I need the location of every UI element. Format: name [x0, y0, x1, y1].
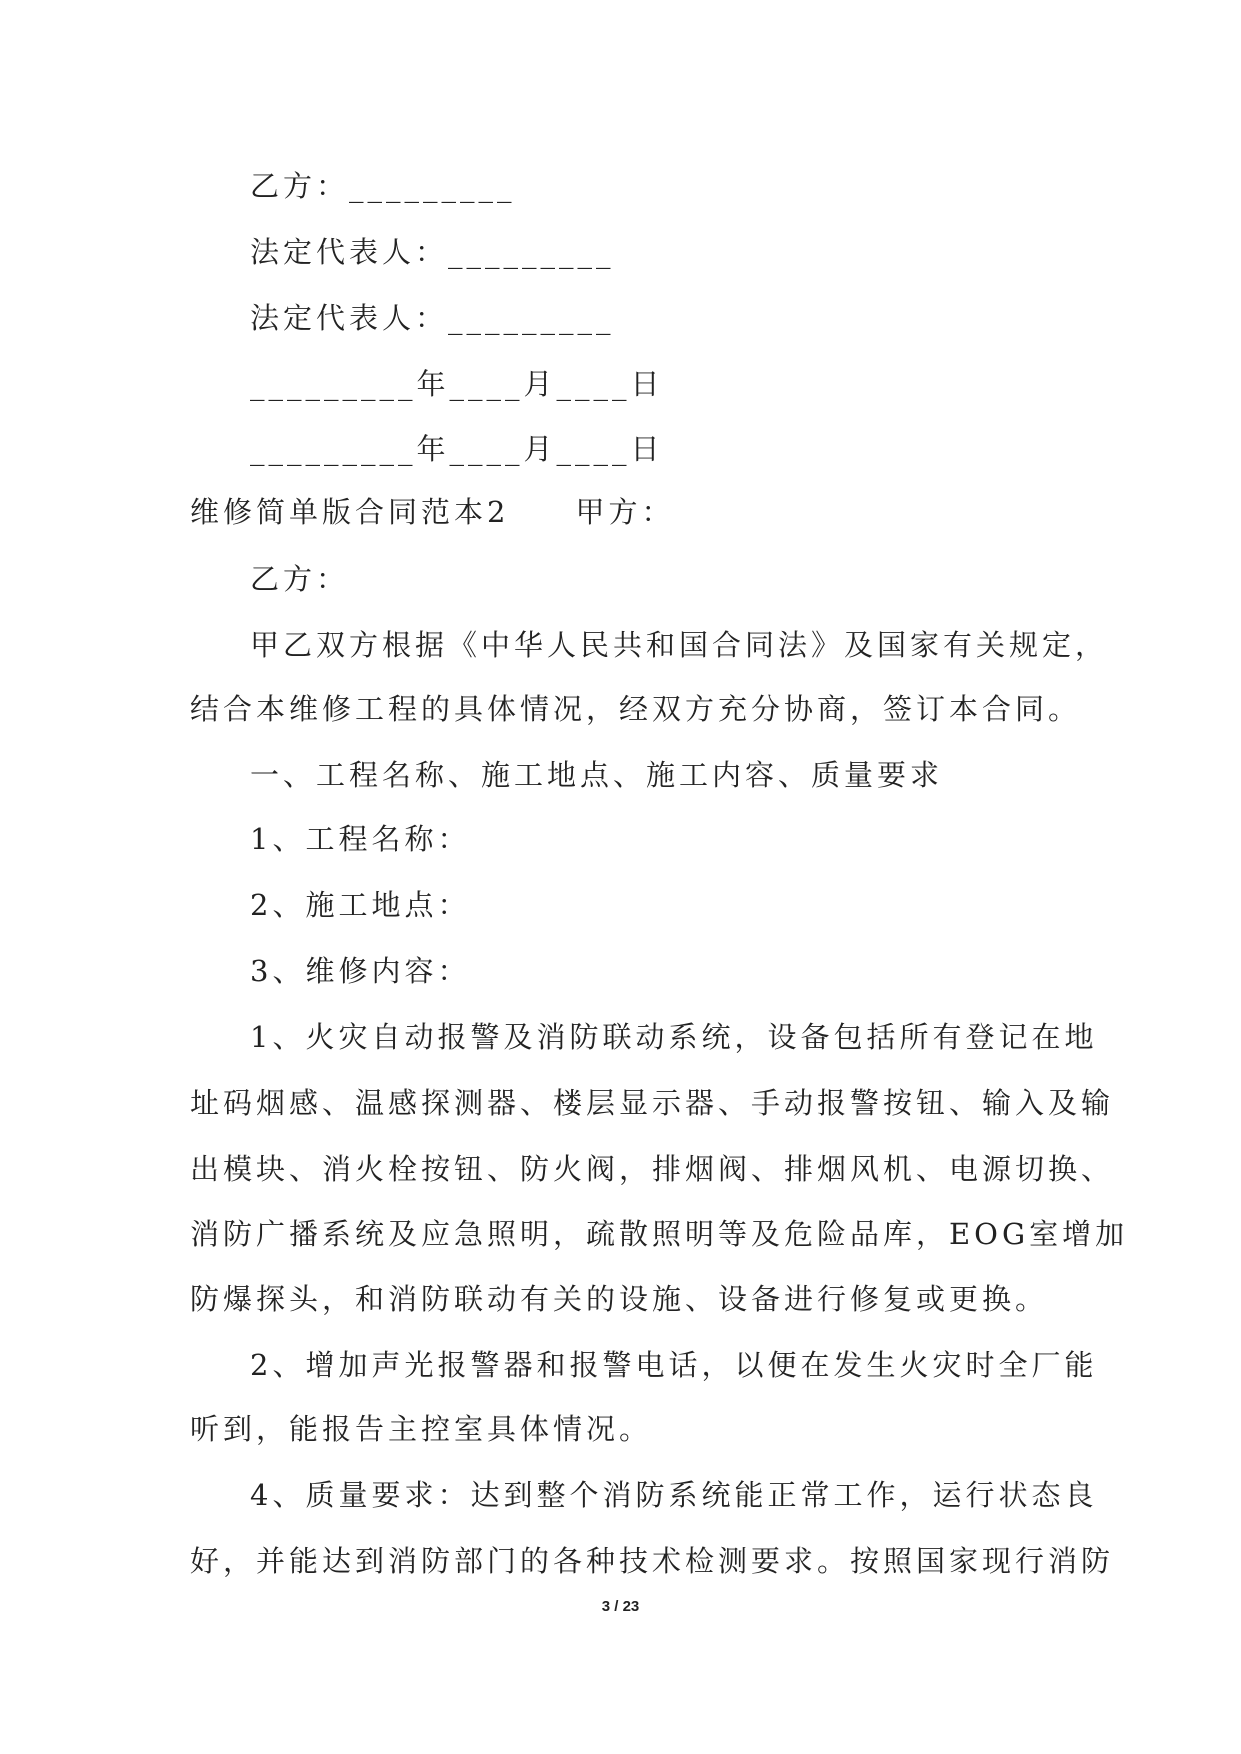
page-number: 3 / 23 — [601, 1598, 640, 1615]
paragraph-line: 消防广播系统及应急照明，疏散照明等及危险品库，EOG室增加 — [190, 1217, 1129, 1251]
paragraph-line: 结合本维修工程的具体情况，经双方充分协商，签订本合同。 — [190, 692, 1082, 726]
paragraph-line: 址码烟感、温感探测器、楼层显示器、手动报警按钮、输入及输 — [190, 1086, 1115, 1120]
contract-title: 维修简单版合同范本2 甲方： — [190, 495, 675, 529]
section-heading: 一、工程名称、施工地点、施工内容、质量要求 — [250, 758, 944, 792]
party-b-signature-line: 乙方：_________ — [250, 169, 516, 203]
list-item: 1、工程名称： — [250, 822, 471, 856]
paragraph-line: 甲乙双方根据《中华人民共和国合同法》及国家有关规定， — [250, 628, 1109, 662]
date-line: _________年____月____日 — [250, 432, 664, 466]
list-item: 2、施工地点： — [250, 888, 471, 922]
legal-representative-line: 法定代表人：_________ — [250, 301, 615, 335]
legal-representative-line: 法定代表人：_________ — [250, 235, 615, 269]
paragraph-line: 好，并能达到消防部门的各种技术检测要求。按照国家现行消防 — [190, 1544, 1115, 1578]
paragraph-line: 1、火灾自动报警及消防联动系统，设备包括所有登记在地 — [250, 1020, 1098, 1054]
list-item: 3、维修内容： — [250, 954, 471, 988]
paragraph-line: 2、增加声光报警器和报警电话，以便在发生火灾时全厂能 — [250, 1348, 1098, 1382]
paragraph-line: 4、质量要求：达到整个消防系统能正常工作，运行状态良 — [250, 1478, 1098, 1512]
paragraph-line: 听到，能报告主控室具体情况。 — [190, 1412, 653, 1446]
paragraph-line: 出模块、消火栓按钮、防火阀，排烟阀、排烟风机、电源切换、 — [190, 1152, 1115, 1186]
paragraph-line: 防爆探头，和消防联动有关的设施、设备进行修复或更换。 — [190, 1282, 1049, 1316]
date-line: _________年____月____日 — [250, 367, 664, 401]
party-b-line: 乙方： — [250, 562, 350, 596]
